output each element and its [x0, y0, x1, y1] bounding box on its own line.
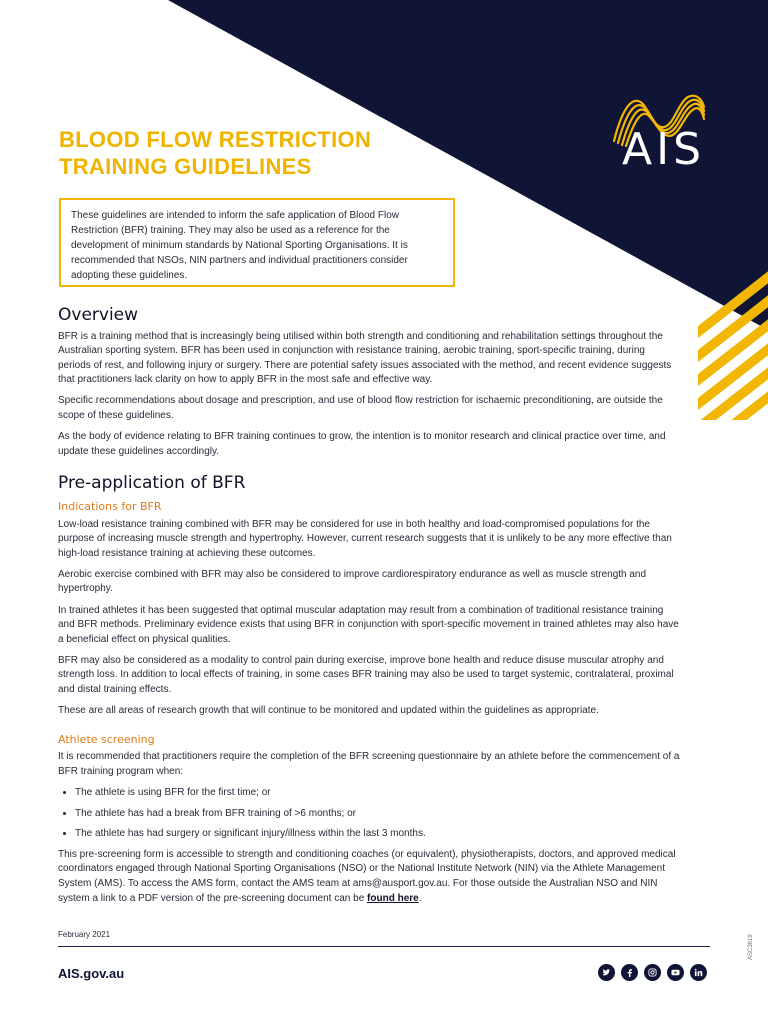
document-code: ASC3619 — [748, 934, 754, 960]
youtube-icon[interactable] — [667, 964, 684, 981]
linkedin-icon[interactable] — [690, 964, 707, 981]
list-item: • The athlete is using BFR for the first time; or — [75, 786, 680, 801]
list-item: • The athlete has had a break from BFR training of >6 months; or — [75, 807, 680, 822]
indications-paragraph: Aerobic exercise combined with BFR may also be considered to improve cardiorespiratory endurance as well as muscle strength and hypertrophy. — [58, 568, 647, 595]
intro-text: These guidelines are intended to inform the safe application of Blood Flow Restriction (BFR) training. They may also be used as a reference for the development of minimum standards by National Sporting Organisations. It is recommended that NSOs, NIN partners and individual practitioners consider adopting these guidelines. — [71, 210, 408, 281]
screening-heading: Athlete screening — [58, 732, 155, 746]
title-line-2: TRAINING GUIDELINES — [59, 154, 312, 179]
indications-paragraph: In trained athletes it has been suggested that optimal muscular adaptation may result from a combination of traditional resistance training and BFR methods. Preliminary evidence exists that using BFR in conjunction with sport-specific movement in trained athletes may also have a beneficial effect on physical qualities. — [58, 604, 679, 645]
page-title — [59, 126, 371, 180]
indications-paragraph: BFR may also be considered as a modality to control pain during exercise, improve bone health and reduce disuse muscular atrophy and strength loss. In addition to local effects of training, in some cases BFR training may also be used to target systemic, contralateral, proximal and distal training effects. — [58, 654, 674, 695]
pre-application-heading: Pre-application of BFR — [58, 473, 246, 494]
footer-divider — [58, 946, 710, 947]
facebook-icon[interactable] — [621, 964, 638, 981]
twitter-icon[interactable] — [598, 964, 615, 981]
screening-paragraph-end: . — [418, 892, 422, 904]
intro-box — [59, 198, 455, 287]
website-link[interactable]: AIS.gov.au — [58, 966, 125, 981]
ais-logo-text: AIS — [622, 124, 706, 175]
gold-stripes-graphic — [698, 270, 768, 420]
indications-paragraph: These are all areas of research growth that will continue to be monitored and updated within the guidelines as appropriate. — [58, 705, 599, 717]
screening-paragraph-text: This pre-screening form is accessible to strength and conditioning coaches (or equivalent), physiotherapists, doctors, and approved medical coordinators engaged through National Sporting Organisations (NSO) or the National Institute Network (NIN) via the Athlete Management System (AMS). To access the AMS form, contact the AMS team at ams@ausport.gov.au. For those outside the Australian NSO and NIN system a link to a PDF version of the pre-screening document can be — [58, 848, 676, 904]
screening-bullet-list — [58, 786, 680, 842]
found-here-link[interactable]: found here — [367, 892, 419, 904]
indications-paragraph: Low-load resistance training combined with BFR may be considered for use in both healthy and load-compromised populations for the purpose of increasing muscle strength and hypertrophy. However, current research suggests that it is unlikely to be any more effective than high-load resistance training at achieving these outcomes. — [58, 518, 672, 559]
instagram-icon[interactable] — [644, 964, 661, 981]
overview-heading: Overview — [58, 305, 139, 325]
title-line-1: BLOOD FLOW RESTRICTION — [59, 127, 372, 152]
overview-paragraph: Specific recommendations about dosage and prescription, and use of blood flow restriction for ischaemic preconditioning, are outside the scope of these guidelines. — [58, 395, 663, 422]
list-item: • The athlete has had surgery or significant injury/illness within the last 3 months. — [75, 827, 680, 842]
screening-paragraph — [58, 848, 680, 906]
indications-heading: Indications for BFR — [58, 499, 162, 513]
overview-paragraph: As the body of evidence relating to BFR training continues to grow, the intention is to monitor research and clinical practice over time, and update these guidelines accordingly. — [58, 431, 666, 457]
social-icons — [598, 964, 707, 981]
publish-date: February 2021 — [58, 930, 111, 939]
screening-paragraph: It is recommended that practitioners require the completion of the BFR screening questionnaire by an athlete before the commencement of a BFR training program when: — [58, 751, 680, 777]
overview-paragraph: BFR is a training method that is increasingly being utilised within both strength and conditioning and rehabilitation settings throughout the Australian sporting system. BFR has been used in conjunction with resistance training, aerobic training, sport-specific training, during periods of rest, and following injury or surgery. There are potential safety issues associated with the method, and recent evidence suggests that practitioners lack clarity on how to apply BFR in the most safe and effective way. — [58, 330, 672, 386]
main-content — [58, 305, 680, 913]
